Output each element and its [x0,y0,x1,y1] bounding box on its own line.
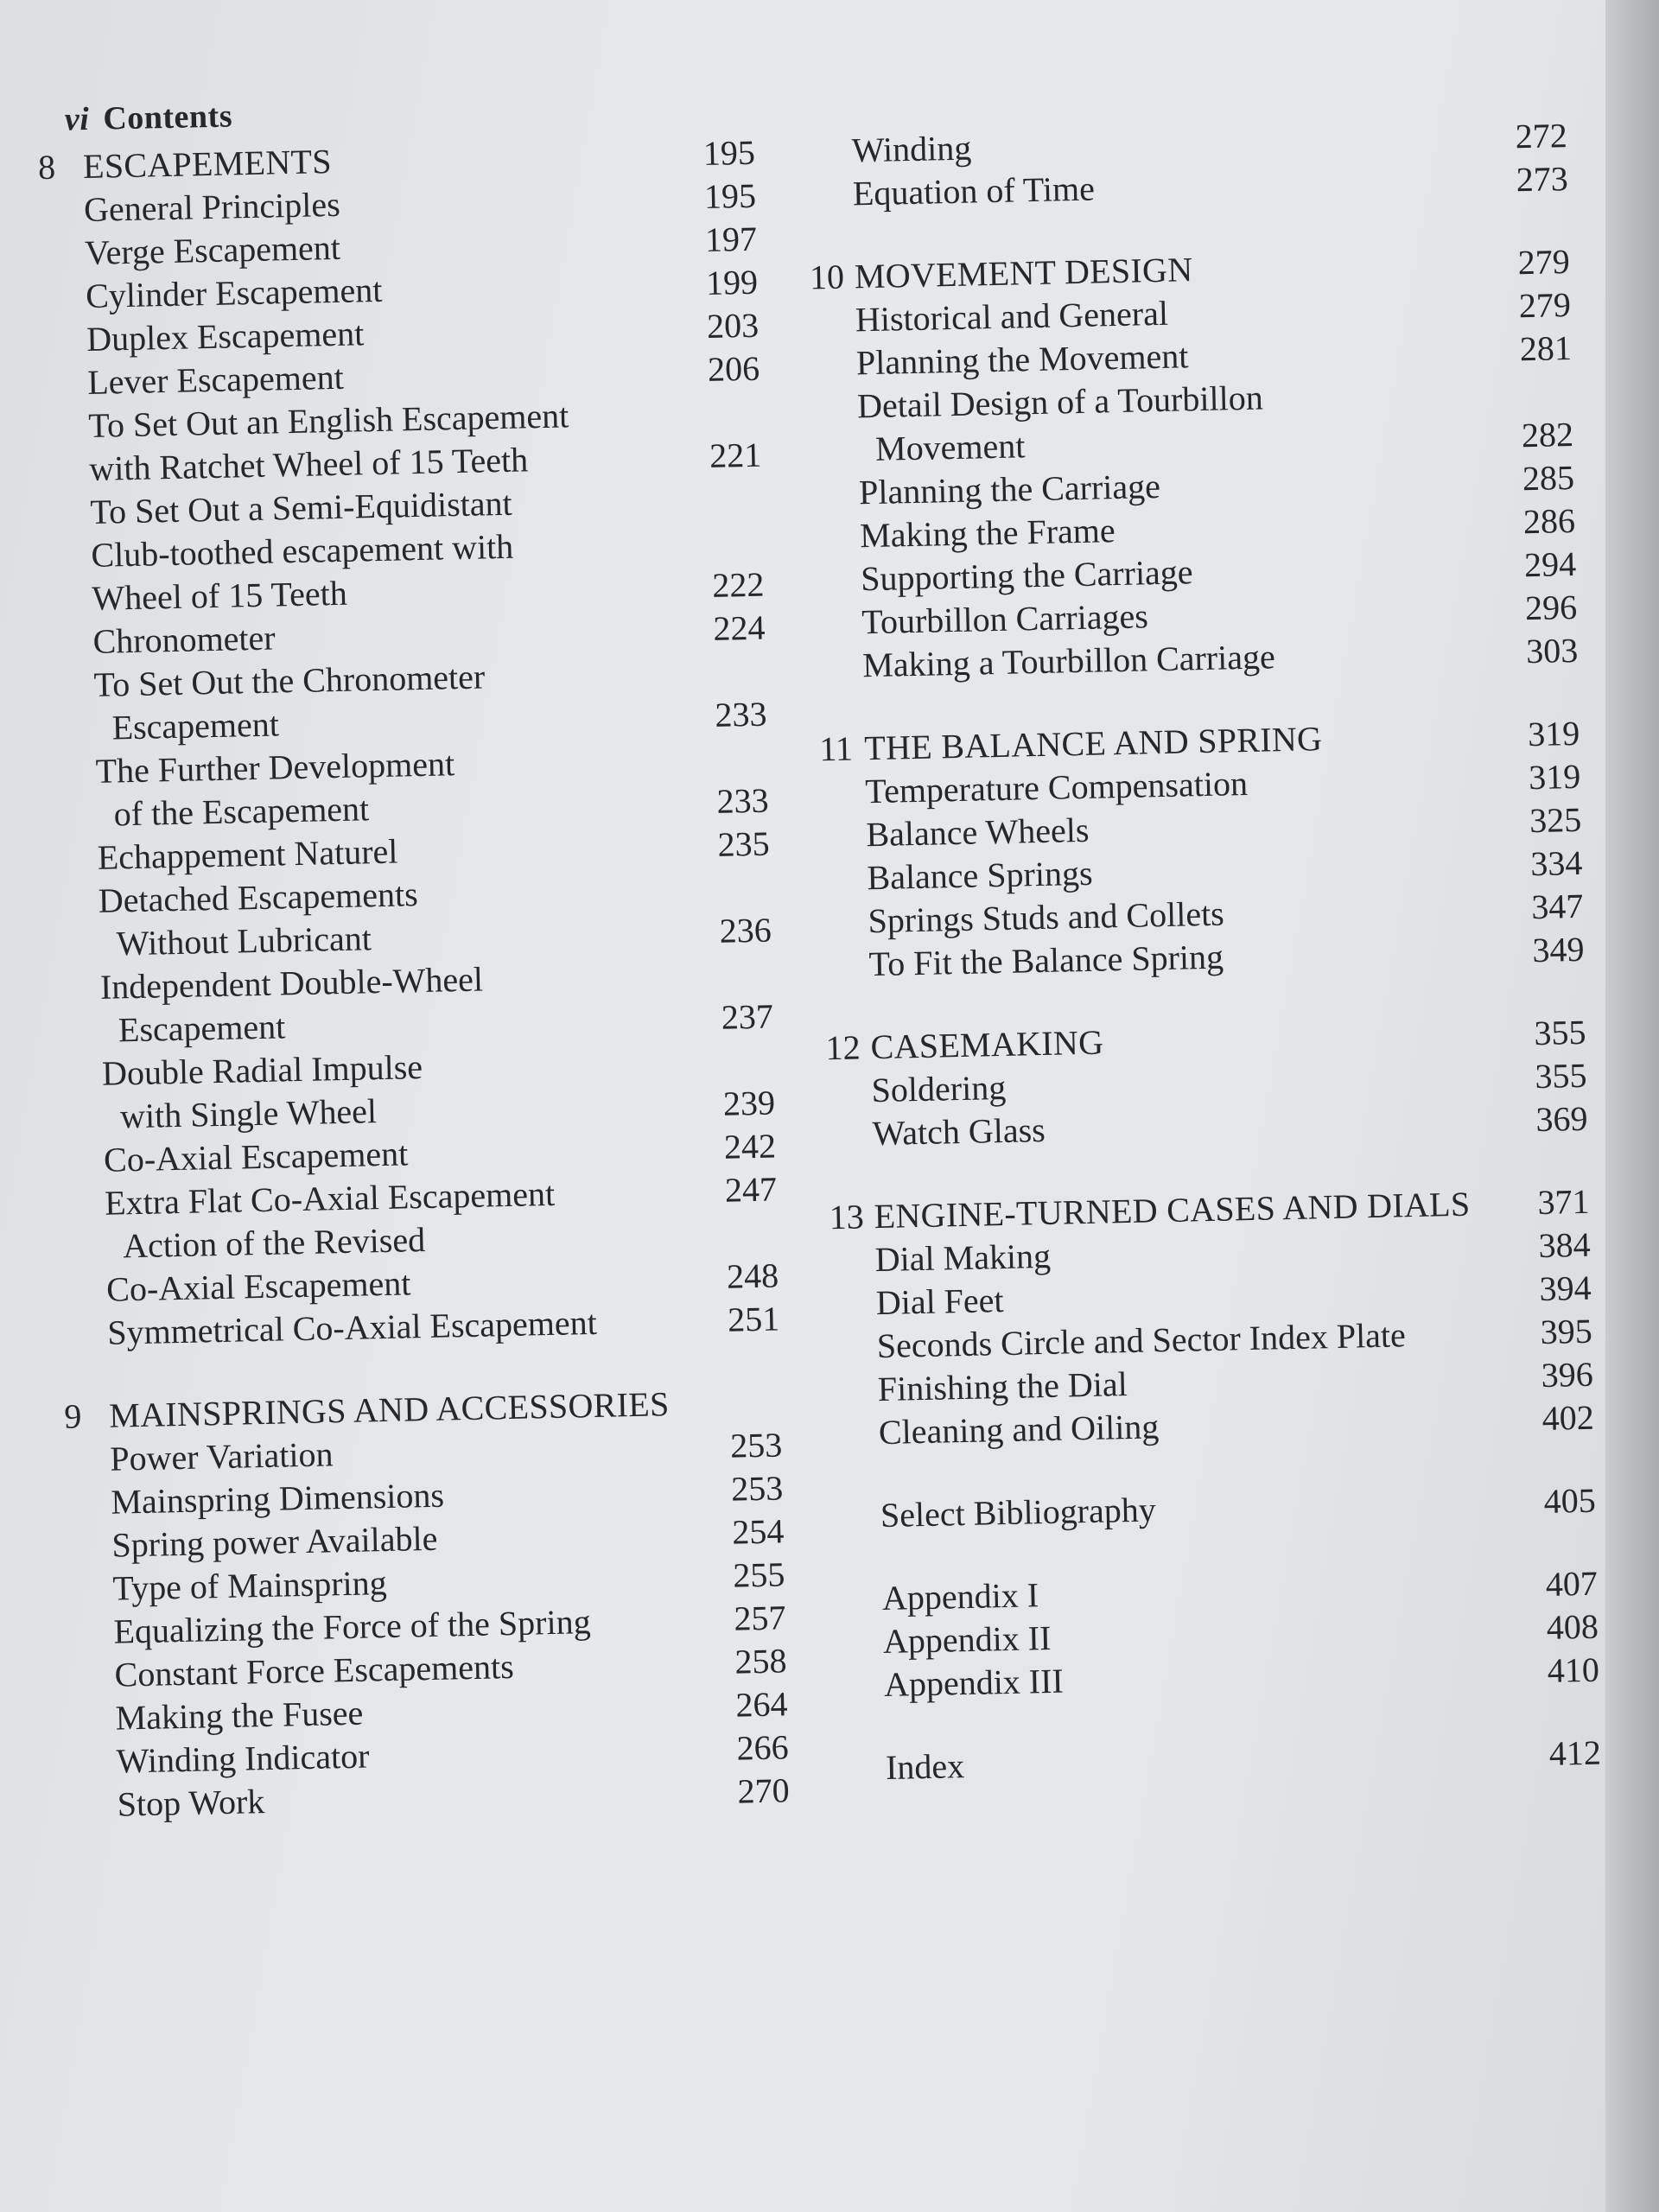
entry-title: Springs Studs and Collets [868,893,1225,941]
page-number-ref: 253 [729,1425,783,1465]
chapter-title: CASEMAKING [870,1022,1104,1067]
page-number-ref: 253 [730,1468,784,1509]
page-number-ref: 264 [735,1684,788,1725]
page-number-ref: 270 [737,1770,791,1811]
entry-title: Club-toothed escapement with [91,526,514,575]
page-number-ref: 408 [1546,1606,1599,1647]
page-number-ref: 347 [1530,886,1584,927]
chapter-number: 9 [63,1396,82,1436]
page-number-ref: 248 [726,1255,779,1296]
page-number-ref: 394 [1539,1268,1592,1309]
page-number-ref: 224 [712,607,766,648]
running-head-title: Contents [102,98,233,137]
page-number-ref: 255 [732,1554,785,1595]
page-number-ref: 222 [711,564,765,605]
entry-title: General Principles [83,184,341,230]
entry-title: Double Radial Impulse [101,1047,423,1093]
entry-title: Planning the Carriage [858,467,1161,512]
page-number-ref: 395 [1540,1311,1593,1351]
page-number-ref: 384 [1538,1224,1592,1266]
page-number-ref: 402 [1541,1397,1595,1438]
entry-title: Movement [874,426,1026,468]
chapter-title: MAINSPRINGS AND ACCESSORIES [108,1384,670,1435]
page-number-ref: 407 [1545,1563,1599,1604]
page-number-ref: 319 [1527,713,1580,754]
page-number-ref: 235 [717,823,771,864]
page-number-ref: 233 [716,780,770,821]
entry-title: Balance Springs [867,853,1093,898]
entry-title: Appendix I [881,1575,1039,1618]
page-number-ref: 410 [1547,1649,1600,1690]
entry-title: Appendix II [882,1618,1052,1662]
chapter-number: 12 [825,1027,861,1068]
entry-title: Winding [851,128,972,170]
page-number-ref [693,899,771,900]
entry-title: Verge Escapement [84,227,341,273]
entry-title: Seconds Circle and Sector Index Plate [876,1315,1407,1366]
entry-title: The Further Development [95,744,455,791]
entry-title: Equalizing the Force of the Spring [113,1602,592,1651]
page-number-ref [703,1413,781,1414]
entry-title: Cleaning and Oiling [878,1407,1160,1452]
entry-title: Co-Axial Escapement [103,1134,409,1179]
entry-title: Making a Tourbillon Carriage [861,637,1276,685]
entry-title: Soldering [871,1067,1007,1110]
page-number-ref [686,553,764,555]
chapter-title: ESCAPEMENTS [82,142,333,187]
page-number-ref: 239 [722,1083,776,1123]
entry-title: Power Variation [109,1434,334,1478]
page-number-ref [689,683,766,684]
page-number-ref: 281 [1519,328,1573,369]
entry-title: Symmetrical Co-Axial Escapement [106,1302,598,1352]
entry-title: Making the Fusee [115,1693,364,1738]
page-number-ref: 355 [1535,1055,1587,1096]
page-number-ref: 257 [733,1598,786,1638]
page-number-ref: 273 [1516,159,1569,200]
chapter-title: THE BALANCE AND SPRING [863,719,1323,768]
page-number-ref: 206 [707,348,760,389]
entry-title: Extra Flat Co-Axial Escapement [104,1173,556,1223]
page-number-ref [685,510,763,512]
entry-title: Echappement Naturel [97,831,398,877]
page-number-ref: 258 [734,1641,787,1681]
page-number-ref: 236 [719,910,772,950]
page-number-ref: 334 [1529,842,1583,884]
entry-title: To Set Out an English Escapement [87,396,569,445]
entry-title: Balance Wheels [865,810,1090,855]
entry-title: Detached Escapements [98,874,419,920]
page-number-ref: 266 [736,1727,790,1768]
entry-title: Action of the Revised [122,1220,426,1266]
page-number-ref: 405 [1543,1480,1597,1521]
entry-title: of the Escapement [113,789,370,834]
entry-title: Escapement [111,704,280,747]
entry-title: Tourbillon Carriages [861,596,1149,642]
page-number-ref: 325 [1529,799,1582,841]
page-number-ref: 197 [704,219,758,259]
page-number-ref: 355 [1533,1012,1586,1053]
page-number-ref: 272 [1515,116,1568,156]
page-number-ref: 279 [1517,242,1571,283]
entry-title: Stop Work [117,1782,265,1824]
chapter-title: MOVEMENT DESIGN [854,250,1193,296]
entry-title: Chronometer [92,618,276,661]
entry-title: Watch Glass [872,1109,1046,1154]
page-number-ref: 369 [1535,1098,1588,1140]
running-head [64,97,232,138]
page-number-ref [700,1243,778,1245]
entry-title: Dial Feet [875,1281,1004,1323]
entry-title: Winding Indicator [116,1736,370,1781]
chapter-number: 11 [818,728,854,769]
entry-title: Supporting the Carriage [860,552,1193,599]
page-number-ref: 296 [1524,587,1578,628]
entry-title: Equation of Time [852,168,1096,213]
entry-title: Appendix III [883,1661,1065,1704]
page-number-ref: 349 [1531,929,1585,970]
entry-title: Mainspring Dimensions [110,1475,445,1522]
page-number-ref: 221 [709,435,762,475]
entry-title: Independent Double-Wheel [99,959,484,1007]
entry-title: To Fit the Balance Spring [868,937,1224,984]
entry-title: Cylinder Escapement [85,270,383,315]
chapter-number: 8 [37,147,56,188]
page-number-ref [683,423,760,425]
page-number-ref: 412 [1548,1732,1602,1773]
page-number-ref [695,985,772,987]
entry-title: Type of Mainspring [112,1563,388,1608]
page-number: vi [64,100,90,138]
entry-title: Making the Frame [859,511,1116,556]
page-number-ref: 254 [731,1511,785,1552]
toc-column-right [806,114,1601,1790]
page-number-ref: 233 [715,694,767,734]
page-number-ref: 279 [1518,285,1572,326]
page-number-ref: 303 [1525,630,1579,671]
entry-title: Dial Making [874,1236,1052,1280]
entry-title: Temperature Compensation [864,763,1249,811]
entry-title: Co-Axial Escapement [105,1263,411,1309]
entry-title: Detail Design of a Tourbillon [856,378,1264,426]
entry-title: To Set Out a Semi-Equidistant [89,483,513,531]
entry-title: with Single Wheel [119,1091,378,1136]
chapter-number: 10 [809,257,845,297]
entry-title: Constant Force Escapements [114,1646,515,1694]
page-number-ref [690,769,768,771]
page-number-ref: 242 [723,1126,777,1166]
toc-column-left [38,131,791,1827]
page-number-ref: 199 [705,262,759,302]
entry-title: with Ratchet Wheel of 15 Teeth [88,440,529,488]
page-number-ref: 282 [1521,414,1574,455]
entry-title: Wheel of 15 Teeth [92,573,348,618]
page-number-ref: 294 [1523,543,1577,585]
entry-title: Without Lubricant [116,918,372,963]
page-number-ref: 247 [724,1169,778,1210]
entry-title: To Set Out the Chronometer [93,657,486,704]
page-number-ref: 237 [721,996,774,1037]
page-number-ref: 195 [702,132,756,173]
entry-title: Index [885,1746,965,1787]
page-number-ref: 285 [1522,457,1575,499]
chapter-title: ENGINE-TURNED CASES AND DIALS [874,1184,1471,1236]
page-number-ref: 396 [1541,1354,1594,1395]
page-number-ref: 251 [727,1299,780,1339]
page-number-ref: 371 [1537,1181,1590,1223]
entry-title: Escapement [118,1007,286,1050]
page-number-ref: 203 [706,305,760,346]
page-number-ref: 195 [703,175,757,216]
chapter-number: 13 [829,1197,865,1237]
entry-title: Lever Escapement [86,357,345,402]
page-number-ref [1495,403,1573,404]
page-number-ref: 319 [1528,756,1581,798]
entry-title: Duplex Escapement [86,314,365,359]
entry-title: Spring power Available [111,1518,438,1565]
entry-title: Planning the Movement [855,336,1189,383]
entry-title: Historical and General [855,293,1169,340]
page-number-ref: 286 [1522,500,1576,542]
page-number-ref [696,1071,774,1073]
entry-title: Select Bibliography [880,1490,1157,1535]
entry-title: Finishing the Dial [877,1364,1128,1409]
